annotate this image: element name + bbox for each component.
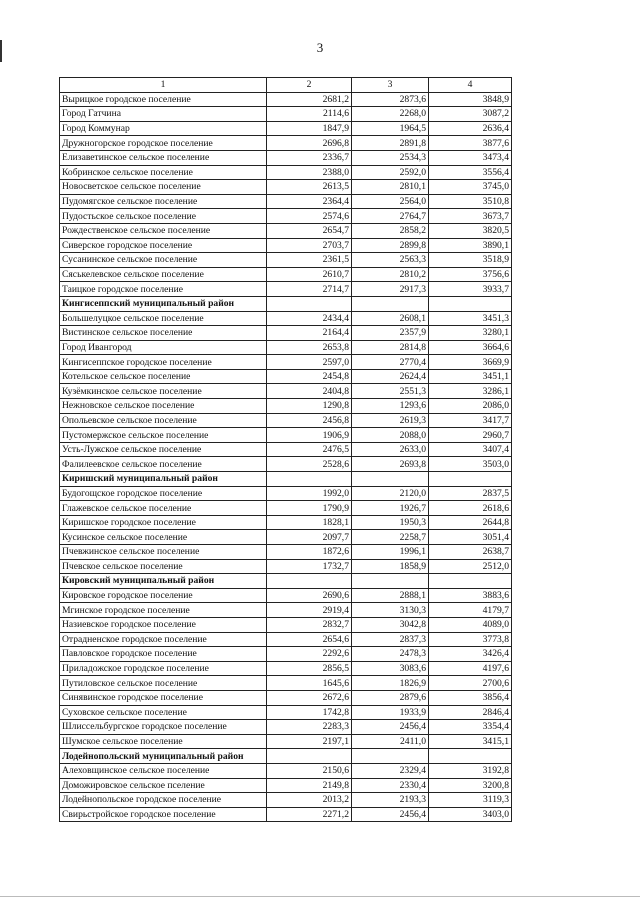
value-cell-col3: 1996,1 [352, 545, 429, 560]
settlement-name-cell: Синявинское городское поселение [60, 690, 267, 705]
settlement-name-cell: Доможировское сельское пселение [60, 778, 267, 793]
value-cell-col2: 2114,6 [267, 107, 352, 122]
settlement-name-cell: Елизаветинское сельское поселение [60, 150, 267, 165]
settlement-name-cell: Пустомержское сельское поселение [60, 428, 267, 443]
value-cell-col2: 2703,7 [267, 238, 352, 253]
value-cell-col3: 2633,0 [352, 442, 429, 457]
table-row [60, 442, 512, 457]
table-row [60, 705, 512, 720]
data-table [59, 77, 512, 822]
value-cell-col4: 3510,8 [429, 194, 512, 209]
value-cell-col3: 2888,1 [352, 588, 429, 603]
settlement-name-cell: Рождественское сельское поселение [60, 223, 267, 238]
value-cell-col4: 2960,7 [429, 428, 512, 443]
settlement-name-cell: Киришский муниципальный район [60, 472, 267, 487]
value-cell-col2: 2097,7 [267, 530, 352, 545]
value-cell-col2: 2292,6 [267, 647, 352, 662]
table-body [60, 92, 512, 822]
district-header-row [60, 749, 512, 764]
settlement-name-cell: Город Коммунар [60, 121, 267, 136]
value-cell-col4 [429, 574, 512, 589]
value-cell-col4: 3473,4 [429, 150, 512, 165]
settlement-name-cell: Дружногорское городское поселение [60, 136, 267, 151]
table-row [60, 501, 512, 516]
value-cell-col4: 4089,0 [429, 617, 512, 632]
value-cell-col4: 3820,5 [429, 223, 512, 238]
column-header-4: 4 [429, 78, 512, 93]
table-row [60, 647, 512, 662]
value-cell-col3: 2873,6 [352, 92, 429, 107]
value-cell-col3 [352, 749, 429, 764]
table-row [60, 413, 512, 428]
value-cell-col3: 2764,7 [352, 209, 429, 224]
value-cell-col3: 1964,5 [352, 121, 429, 136]
value-cell-col2: 2696,8 [267, 136, 352, 151]
table-row [60, 428, 512, 443]
column-header-2: 2 [267, 78, 352, 93]
value-cell-col2: 2690,6 [267, 588, 352, 603]
value-cell-col4: 3933,7 [429, 282, 512, 297]
settlement-name-cell: Пчевжинское сельское поселение [60, 545, 267, 560]
value-cell-col3: 2608,1 [352, 311, 429, 326]
table-row [60, 311, 512, 326]
table-row [60, 588, 512, 603]
settlement-name-cell: Шумское сельское поселение [60, 734, 267, 749]
value-cell-col2 [267, 749, 352, 764]
value-cell-col3 [352, 296, 429, 311]
value-cell-col4: 2644,8 [429, 515, 512, 530]
settlement-name-cell: Приладожское городское поселение [60, 661, 267, 676]
value-cell-col2: 2361,5 [267, 253, 352, 268]
value-cell-col4: 2846,4 [429, 705, 512, 720]
value-cell-col2: 2613,5 [267, 180, 352, 195]
table-row [60, 559, 512, 574]
value-cell-col2 [267, 296, 352, 311]
table-row [60, 793, 512, 808]
value-cell-col3: 1293,6 [352, 399, 429, 414]
value-cell-col4: 2837,5 [429, 486, 512, 501]
value-cell-col2: 2574,6 [267, 209, 352, 224]
table-row [60, 632, 512, 647]
table-row [60, 661, 512, 676]
value-cell-col2: 2336,7 [267, 150, 352, 165]
value-cell-col3: 3083,6 [352, 661, 429, 676]
value-cell-col4: 4179,7 [429, 603, 512, 618]
value-cell-col4 [429, 472, 512, 487]
value-cell-col2: 2672,6 [267, 690, 352, 705]
table-row [60, 253, 512, 268]
settlement-name-cell: Фалилеевское сельское поселение [60, 457, 267, 472]
settlement-name-cell: Усть-Лужское сельское поселение [60, 442, 267, 457]
value-cell-col4: 2086,0 [429, 399, 512, 414]
value-cell-col4: 3664,6 [429, 340, 512, 355]
value-cell-col4: 3518,9 [429, 253, 512, 268]
settlement-name-cell: Кировское городское поселение [60, 588, 267, 603]
value-cell-col2: 2654,6 [267, 632, 352, 647]
table-row [60, 734, 512, 749]
value-cell-col2: 2197,1 [267, 734, 352, 749]
settlement-name-cell: Кобринское сельское поселение [60, 165, 267, 180]
settlement-name-cell: Нежновское сельское поселение [60, 399, 267, 414]
value-cell-col3: 2624,4 [352, 369, 429, 384]
value-cell-col3 [352, 472, 429, 487]
settlement-name-cell: Пчевское сельское поселение [60, 559, 267, 574]
value-cell-col2: 2597,0 [267, 355, 352, 370]
value-cell-col4: 3119,3 [429, 793, 512, 808]
district-header-row [60, 472, 512, 487]
table-row [60, 807, 512, 822]
table-row [60, 282, 512, 297]
settlement-name-cell: Будогощское городское поселение [60, 486, 267, 501]
settlement-name-cell: Назиевское городское поселение [60, 617, 267, 632]
value-cell-col2 [267, 574, 352, 589]
value-cell-col3: 2917,3 [352, 282, 429, 297]
settlement-name-cell: Новосветское сельское поселение [60, 180, 267, 195]
settlement-name-cell: Алеховщинское сельское поселение [60, 763, 267, 778]
value-cell-col3: 2592,0 [352, 165, 429, 180]
value-cell-col4: 3877,6 [429, 136, 512, 151]
table-row [60, 238, 512, 253]
table-row [60, 209, 512, 224]
table-row [60, 92, 512, 107]
value-cell-col2: 2919,4 [267, 603, 352, 618]
value-cell-col2: 2149,8 [267, 778, 352, 793]
value-cell-col3: 2619,3 [352, 413, 429, 428]
table-row [60, 486, 512, 501]
table-row [60, 690, 512, 705]
value-cell-col3: 2770,4 [352, 355, 429, 370]
district-header-row [60, 574, 512, 589]
value-cell-col4: 3426,4 [429, 647, 512, 662]
value-cell-col4: 3856,4 [429, 690, 512, 705]
value-cell-col3: 2837,3 [352, 632, 429, 647]
value-cell-col2: 2654,7 [267, 223, 352, 238]
settlement-name-cell: Сусанинское сельское поселение [60, 253, 267, 268]
settlement-name-cell: Кусинское сельское поселение [60, 530, 267, 545]
table-row [60, 326, 512, 341]
table-row [60, 384, 512, 399]
value-cell-col3: 2330,4 [352, 778, 429, 793]
table-row [60, 150, 512, 165]
settlement-name-cell: Опольевское сельское поселение [60, 413, 267, 428]
scan-bottom-edge [0, 896, 640, 897]
value-cell-col2: 2404,8 [267, 384, 352, 399]
value-cell-col4 [429, 296, 512, 311]
value-cell-col3: 3042,8 [352, 617, 429, 632]
settlement-name-cell: Суховское сельское поселение [60, 705, 267, 720]
value-cell-col2 [267, 472, 352, 487]
settlement-name-cell: Вистинское сельское поселение [60, 326, 267, 341]
value-cell-col3: 1926,7 [352, 501, 429, 516]
value-cell-col2: 1847,9 [267, 121, 352, 136]
settlement-name-cell: Город Гатчина [60, 107, 267, 122]
value-cell-col2: 1872,6 [267, 545, 352, 560]
value-cell-col3: 2329,4 [352, 763, 429, 778]
value-cell-col4: 3286,1 [429, 384, 512, 399]
value-cell-col3: 2858,2 [352, 223, 429, 238]
table-row [60, 121, 512, 136]
value-cell-col4: 3883,6 [429, 588, 512, 603]
settlement-name-cell: Кингисеппский муниципальный район [60, 296, 267, 311]
value-cell-col2: 1645,6 [267, 676, 352, 691]
header-row [60, 78, 512, 93]
table-row [60, 457, 512, 472]
value-cell-col2: 2283,3 [267, 720, 352, 735]
value-cell-col2: 2528,6 [267, 457, 352, 472]
table-row [60, 676, 512, 691]
settlement-name-cell: Котельское сельское поселение [60, 369, 267, 384]
settlement-name-cell: Город Ивангород [60, 340, 267, 355]
table-row [60, 107, 512, 122]
value-cell-col3: 2810,2 [352, 267, 429, 282]
value-cell-col4: 3669,9 [429, 355, 512, 370]
value-cell-col4: 3192,8 [429, 763, 512, 778]
value-cell-col4: 2638,7 [429, 545, 512, 560]
value-cell-col4: 3407,4 [429, 442, 512, 457]
table-row [60, 720, 512, 735]
value-cell-col3: 2193,3 [352, 793, 429, 808]
settlement-name-cell: Павловское городское поселение [60, 647, 267, 662]
value-cell-col3: 2534,3 [352, 150, 429, 165]
value-cell-col2: 1732,7 [267, 559, 352, 574]
value-cell-col3: 1950,3 [352, 515, 429, 530]
settlement-name-cell: Глажевское сельское поселение [60, 501, 267, 516]
value-cell-col2: 2271,2 [267, 807, 352, 822]
value-cell-col2: 2653,8 [267, 340, 352, 355]
table-row [60, 399, 512, 414]
column-header-1: 1 [60, 78, 267, 93]
settlement-name-cell: Сяськелевское сельское поселение [60, 267, 267, 282]
value-cell-col3: 2088,0 [352, 428, 429, 443]
settlement-name-cell: Отрадненское городское поселение [60, 632, 267, 647]
value-cell-col3: 2456,4 [352, 720, 429, 735]
settlement-name-cell: Большелуцкое сельское поселение [60, 311, 267, 326]
value-cell-col4: 3773,8 [429, 632, 512, 647]
table-row [60, 355, 512, 370]
value-cell-col3: 2564,0 [352, 194, 429, 209]
settlement-name-cell: Таицкое городское поселение [60, 282, 267, 297]
value-cell-col2: 1290,8 [267, 399, 352, 414]
value-cell-col3: 2456,4 [352, 807, 429, 822]
value-cell-col4: 2636,4 [429, 121, 512, 136]
value-cell-col2: 2454,8 [267, 369, 352, 384]
district-header-row [60, 296, 512, 311]
value-cell-col4: 3200,8 [429, 778, 512, 793]
value-cell-col3: 2258,7 [352, 530, 429, 545]
table-row [60, 223, 512, 238]
value-cell-col4: 3280,1 [429, 326, 512, 341]
value-cell-col4: 3451,1 [429, 369, 512, 384]
value-cell-col2: 2013,2 [267, 793, 352, 808]
settlement-name-cell: Лодейнопольское городское поселение [60, 793, 267, 808]
settlement-name-cell: Киришское городское поселение [60, 515, 267, 530]
value-cell-col2: 2434,4 [267, 311, 352, 326]
settlement-name-cell: Путиловское сельское поселение [60, 676, 267, 691]
value-cell-col3: 2563,3 [352, 253, 429, 268]
settlement-name-cell: Шлиссельбургское городское поселение [60, 720, 267, 735]
settlement-name-cell: Пудомягское сельское поселение [60, 194, 267, 209]
value-cell-col3: 2478,3 [352, 647, 429, 662]
value-cell-col3: 2879,6 [352, 690, 429, 705]
value-cell-col3: 2693,8 [352, 457, 429, 472]
value-cell-col2: 2364,4 [267, 194, 352, 209]
table-row [60, 530, 512, 545]
column-header-3: 3 [352, 78, 429, 93]
table-row [60, 267, 512, 282]
settlement-name-cell: Кингисеппское городское поселение [60, 355, 267, 370]
value-cell-col3: 2891,8 [352, 136, 429, 151]
table-row [60, 545, 512, 560]
value-cell-col3: 2268,0 [352, 107, 429, 122]
table-row [60, 617, 512, 632]
page-number: 3 [316, 40, 324, 55]
table-row [60, 340, 512, 355]
value-cell-col2: 2714,7 [267, 282, 352, 297]
settlement-name-cell: Лодейнопольский муниципальный район [60, 749, 267, 764]
value-cell-col4: 4197,6 [429, 661, 512, 676]
value-cell-col4: 2618,6 [429, 501, 512, 516]
value-cell-col4: 2700,6 [429, 676, 512, 691]
value-cell-col3: 2810,1 [352, 180, 429, 195]
value-cell-col4: 3451,3 [429, 311, 512, 326]
settlement-name-cell: Пудостьское сельское поселение [60, 209, 267, 224]
value-cell-col3: 2120,0 [352, 486, 429, 501]
value-cell-col3: 1933,9 [352, 705, 429, 720]
table-row [60, 369, 512, 384]
table-row [60, 763, 512, 778]
settlement-name-cell: Мгинское городское поселение [60, 603, 267, 618]
value-cell-col4: 3503,0 [429, 457, 512, 472]
value-cell-col4: 3415,1 [429, 734, 512, 749]
value-cell-col4: 3890,1 [429, 238, 512, 253]
table-row [60, 136, 512, 151]
value-cell-col2: 2610,7 [267, 267, 352, 282]
table-row [60, 603, 512, 618]
settlement-name-cell: Вырицкое городское поселение [60, 92, 267, 107]
value-cell-col2: 2388,0 [267, 165, 352, 180]
settlement-name-cell: Кузёмкинское сельское поселение [60, 384, 267, 399]
value-cell-col3: 2411,0 [352, 734, 429, 749]
value-cell-col4: 3087,2 [429, 107, 512, 122]
value-cell-col3: 2899,8 [352, 238, 429, 253]
settlement-name-cell: Сиверское городское поселение [60, 238, 267, 253]
value-cell-col4: 3403,0 [429, 807, 512, 822]
settlement-name-cell: Свирьстройское городское поселение [60, 807, 267, 822]
value-cell-col2: 1742,8 [267, 705, 352, 720]
value-cell-col2: 2456,8 [267, 413, 352, 428]
value-cell-col4 [429, 749, 512, 764]
value-cell-col3: 2357,9 [352, 326, 429, 341]
value-cell-col4: 3848,9 [429, 92, 512, 107]
value-cell-col4: 3354,4 [429, 720, 512, 735]
value-cell-col2: 1828,1 [267, 515, 352, 530]
value-cell-col2: 1992,0 [267, 486, 352, 501]
value-cell-col4: 3556,4 [429, 165, 512, 180]
value-cell-col2: 2856,5 [267, 661, 352, 676]
value-cell-col2: 2681,2 [267, 92, 352, 107]
value-cell-col2: 1906,9 [267, 428, 352, 443]
value-cell-col3: 1826,9 [352, 676, 429, 691]
value-cell-col4: 3745,0 [429, 180, 512, 195]
table-row [60, 180, 512, 195]
table-row [60, 194, 512, 209]
value-cell-col4: 2512,0 [429, 559, 512, 574]
value-cell-col3: 1858,9 [352, 559, 429, 574]
value-cell-col3: 2551,3 [352, 384, 429, 399]
value-cell-col3: 2814,8 [352, 340, 429, 355]
value-cell-col2: 2150,6 [267, 763, 352, 778]
value-cell-col2: 2832,7 [267, 617, 352, 632]
table-row [60, 778, 512, 793]
value-cell-col4: 3417,7 [429, 413, 512, 428]
value-cell-col4: 3756,6 [429, 267, 512, 282]
value-cell-col4: 3051,4 [429, 530, 512, 545]
value-cell-col3 [352, 574, 429, 589]
value-cell-col2: 2164,4 [267, 326, 352, 341]
settlement-name-cell: Кировский муниципальный район [60, 574, 267, 589]
value-cell-col2: 1790,9 [267, 501, 352, 516]
value-cell-col3: 3130,3 [352, 603, 429, 618]
value-cell-col2: 2476,5 [267, 442, 352, 457]
value-cell-col4: 3673,7 [429, 209, 512, 224]
table-row [60, 515, 512, 530]
table-row [60, 165, 512, 180]
